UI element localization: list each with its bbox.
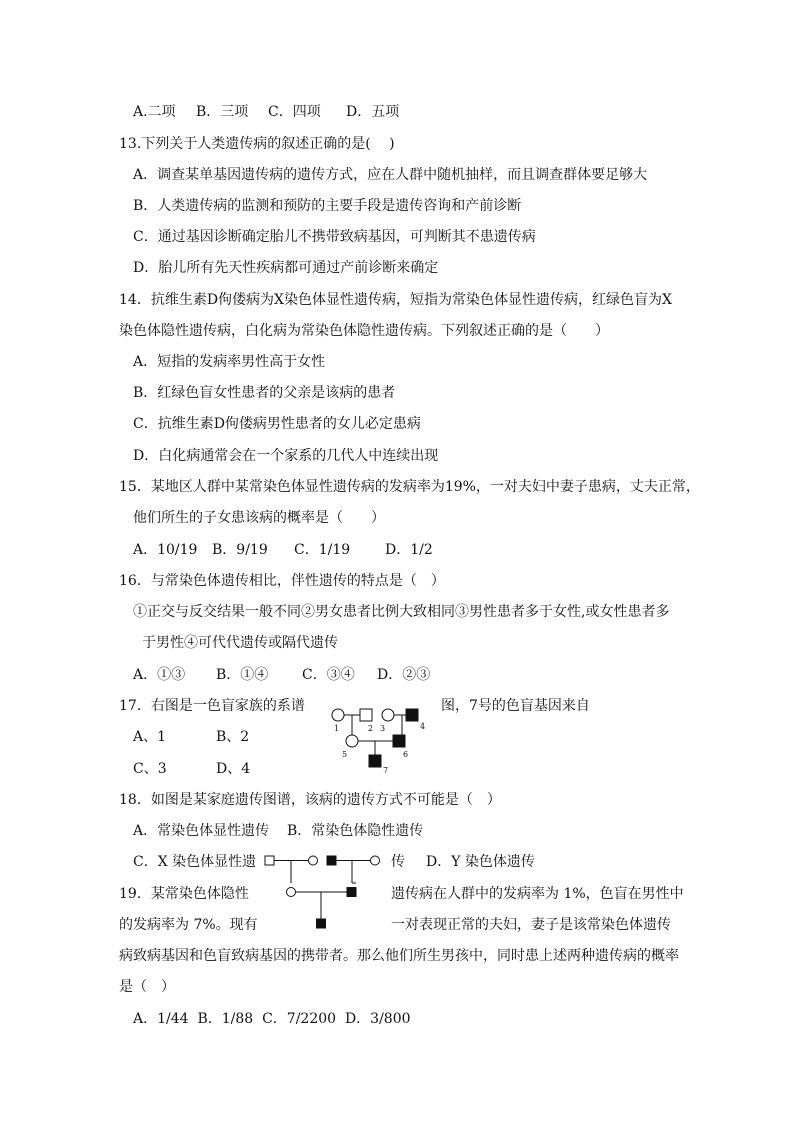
- q13-option-a: A．调查某单基因遗传病的遗传方式，应在人群中随机抽样，而且调查群体要足够大: [133, 167, 648, 183]
- q17-option-a: A、1: [133, 729, 167, 745]
- q19-line2-left: 的发病率为 7%。现有: [119, 917, 258, 933]
- q15-stem-line2: 他们所生的子女患该病的概率是（ ）: [133, 510, 385, 526]
- q12-option-a: A.二项: [133, 104, 176, 120]
- pedigree-18-father-affected: [347, 888, 356, 897]
- q15-stem-line1: 15．某地区人群中某常染色体显性遗传病的发病率为19%，一对夫妇中妻子患病，丈夫正常，: [119, 479, 700, 495]
- q17-stem-left: 17．右图是一色盲家族的系谱: [119, 698, 305, 714]
- pedigree-17-label-4: 4: [420, 722, 426, 731]
- pedigree-17-label-6: 6: [403, 750, 409, 759]
- pedigree-17-male-2: [360, 709, 372, 721]
- q14-option-d: D．白化病通常会在一个家系的几代人中连续出现: [133, 448, 439, 464]
- q14-stem-line2: 染色体隐性遗传病，白化病为常染色体隐性遗传病。下列叙述正确的是（ ）: [119, 323, 609, 339]
- q13-option-d: D．胎儿所有先天性疾病都可通过产前诊断来确定: [133, 260, 439, 276]
- pedigree-17-label-7: 7: [383, 766, 389, 775]
- q13-option-c: C．通过基因诊断确定胎儿不携带致病基因，可判断其不患遗传病: [133, 229, 536, 245]
- q12-option-d: D．五项: [346, 104, 400, 120]
- q15-option-a: A．10/19: [133, 542, 198, 558]
- pedigree-17-female-3: [382, 709, 394, 721]
- pedigree-18-grandfather-right-affected: [327, 856, 336, 865]
- q17-option-c: C、3: [133, 761, 167, 777]
- pedigree-18-grandmother-right: [371, 856, 380, 865]
- pedigree-18-child-affected: [317, 919, 326, 928]
- q19-stem-left: 19．某常染色体隐性: [119, 886, 249, 902]
- q18-stem: 18．如图是某家庭遗传图谱，该病的遗传方式不可能是（ ）: [119, 792, 501, 808]
- q16-option-b: B．①④: [216, 667, 269, 683]
- q12-option-c: C．四项: [268, 104, 321, 120]
- q19-line2-right: 一对表现正常的夫妇，妻子是该常染色体遗传: [391, 917, 671, 933]
- q12-option-b: B．三项: [196, 104, 249, 120]
- q15-option-c: C．1/19: [294, 542, 351, 558]
- q16-option-c: C．③④: [302, 667, 355, 683]
- q17-option-b: B、2: [216, 729, 250, 745]
- q17-stem-right: 图，7号的色盲基因来自: [441, 698, 590, 714]
- pedigree-17-male-7-affected: [369, 755, 381, 767]
- q14-option-c: C．抗维生素D佝偻病男性患者的女儿必定患病: [133, 416, 421, 432]
- q18-option-d: D．Y 染色体遗传: [426, 854, 535, 870]
- q15-option-b: B．9/19: [212, 542, 268, 558]
- pedigree-17-label-1: 1: [334, 724, 340, 733]
- pedigree-17-female-5: [346, 735, 358, 747]
- q13-stem: 13.下列关于人类遗传病的叙述正确的是( ): [119, 136, 395, 152]
- q16-option-a: A．①③: [133, 667, 186, 683]
- q18-option-c-left: C．X 染色体显性遗: [133, 854, 257, 870]
- q17-option-d: D、4: [216, 761, 251, 777]
- q16-items-line2: 于男性④可代代遗传或隔代遗传: [142, 635, 338, 651]
- pedigree-18-mother: [287, 888, 296, 897]
- pedigree-17-male-4-affected: [406, 709, 418, 721]
- pedigree-17-label-3: 3: [380, 724, 386, 733]
- pedigree-18-grandfather-left: [265, 856, 274, 865]
- q14-stem-line1: 14．抗维生素D佝偻病为X染色体显性遗传病，短指为常染色体显性遗传病，红绿色盲为X: [119, 292, 672, 308]
- q14-option-b: B．红绿色盲女性患者的父亲是该病的患者: [133, 385, 396, 401]
- q16-option-d: D．②③: [377, 667, 431, 683]
- q16-items-line1: ①正交与反交结果一般不同②男女患者比例大致相同③男性患者多于女性,或女性患者多: [133, 604, 670, 620]
- q19-line4: 是（ ）: [119, 979, 175, 995]
- q15-option-d: D．1/2: [385, 542, 433, 558]
- pedigree-17-female-1: [332, 709, 344, 721]
- q13-option-b: B．人类遗传病的监测和预防的主要手段是遗传咨询和产前诊断: [133, 198, 522, 214]
- q19-line3: 病致病基因和色盲致病基因的携带者。那么他们所生男孩中，同时患上述两种遗传病的概率: [119, 948, 679, 964]
- q18-pedigree: [262, 852, 387, 934]
- q18-option-a: A．常染色体显性遗传: [133, 823, 270, 839]
- pedigree-17-label-2: 2: [368, 724, 374, 733]
- pedigree-17-male-6-affected: [393, 735, 405, 747]
- q19-options: A．1/44 B．1/88 C．7/2200 D．3/800: [133, 1011, 411, 1027]
- q18-option-c-right: 传: [391, 854, 405, 870]
- q17-pedigree: [326, 705, 436, 775]
- q18-option-b: B．常染色体隐性遗传: [287, 823, 424, 839]
- pedigree-18-grandmother-left: [309, 856, 318, 865]
- q14-option-a: A．短指的发病率男性高于女性: [133, 354, 326, 370]
- pedigree-17-label-5: 5: [342, 750, 348, 759]
- q16-stem: 16．与常染色体遗传相比，伴性遗传的特点是（ ）: [119, 573, 445, 589]
- q19-stem-right: 遗传病在人群中的发病率为 1%，色盲在男性中: [391, 886, 684, 902]
